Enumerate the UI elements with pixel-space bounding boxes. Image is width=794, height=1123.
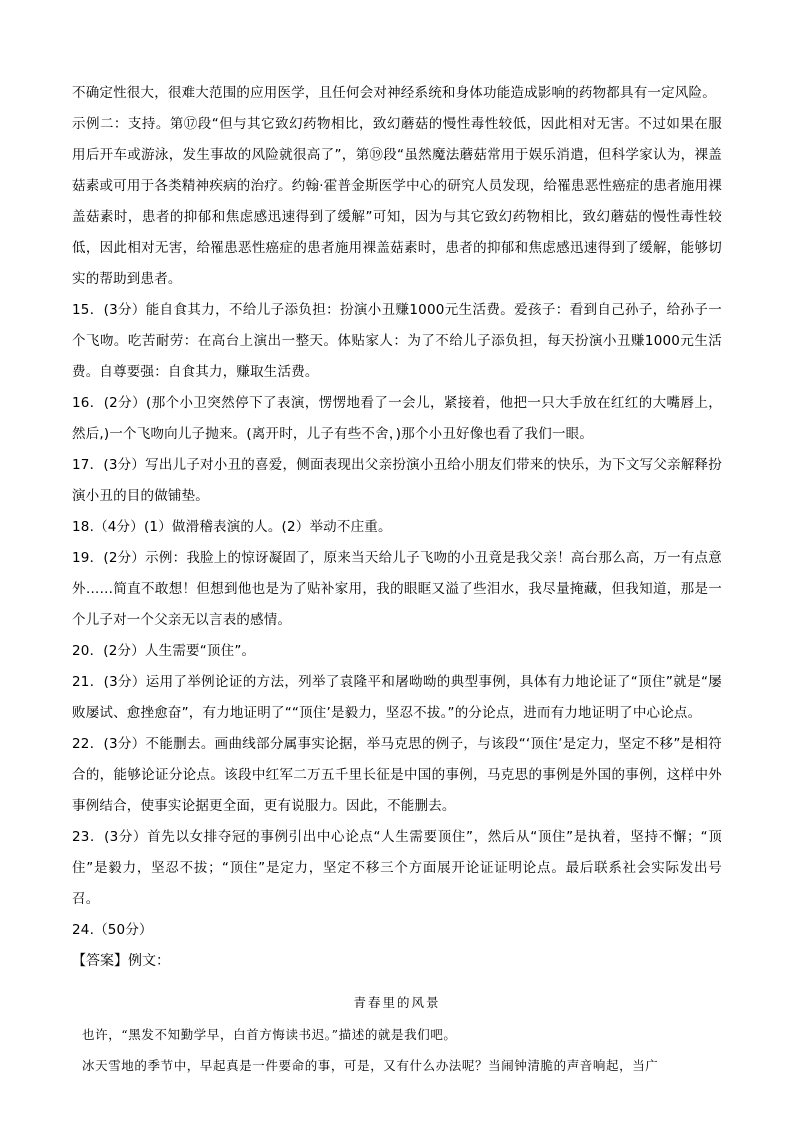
answer-line: 15．(3分）能自食其力，不给儿子添负担：扮演小丑赚1000元生活费。爱孩子：看到自己孙子，给孙子一个飞吻。吃苦耐劳：在高台上演出一整天。体贴家人：为了不给儿子添负担，每天扮演小丑赚1000元生活费。自尊要强：自食其力，赚取生活费。 — [72, 302, 722, 380]
essay-paragraph: 也许，“黑发不知勤学早，白首方悔读书迟。”描述的就是我们吧。 — [82, 1027, 457, 1042]
answer-line: 19．(2分）示例：我脸上的惊讶凝固了，原来当天给儿子飞吻的小丑竟是我父亲！高台那么高，万一有点意外……简直不敢想！但想到他也是为了贴补家用，我的眼眶又溢了些泪水，我尽量掩藏，但我知道，那是一个儿子对一个父亲无以言表的感情。 — [72, 550, 722, 628]
answer-line: 18.（4分）(1）做滑稽表演的人。(2）举动不庄重。 — [72, 519, 392, 535]
answer-line: 16．(2分）(那个小卫突然停下了表演，愣愣地看了一会儿，紧接着，他把一只大手放在红红的大嘴唇上，然后,)一个飞吻向儿子抛来。(离开时，儿子有些不舍，)那个小丑好像也看了我们一眼。 — [72, 395, 722, 442]
answer-line: 示例二：支持。第⑰段“但与其它致幻药物相比，致幻蘑菇的慢性毒性较低，因此相对无害。不过如果在服用后开车或游泳，发生事故的风险就很高了”，第⑲段“虽然魔法蘑菇常用于娱乐消遣，但科学家认为，裸盖菇素或可用于各类精神疾病的治疗。约翰·霍普金斯医学中心的研究人员发现，给罹患恶性癌症的患者施用裸盖菇素时，患者的抑郁和焦虑感迅速得到了缓解”可知，因为与其它致幻药物相比，致幻蘑菇的慢性毒性较低，因此相对无害，给罹患恶性癌症的患者施用裸盖菇素时，患者的抑郁和焦虑感迅速得到了缓解，能够切实的帮助到患者。 — [72, 116, 722, 287]
answer-line: 21．(3分）运用了举例论证的方法，列举了袁隆平和屠呦呦的典型事例，具体有力地论证了“顶住”就是“屡败屡试、愈挫愈奋”，有力地证明了““顶住’是毅力，坚忍不拔。”的分论点，进而有力地证明了中心论点。 — [72, 674, 722, 721]
essay-title: 青春里的风景 — [353, 995, 441, 1010]
answer-content — [72, 78, 722, 1081]
answer-label: 【答案】例文： — [72, 953, 170, 969]
answer-line: 24.（50分） — [72, 922, 153, 938]
answer-line: 23．(3分）首先以女排夺冠的事例引出中心论点“人生需要顶住”，然后从“顶住”是执着，坚持不懈；“顶住”是毅力，坚忍不拔；“顶住”是定力，坚定不移三个方面展开论证证明论点。最后联系社会实际发出号召。 — [72, 829, 722, 907]
answer-line: 17．(3分）写出儿子对小丑的喜爱，侧面表现出父亲扮演小丑给小朋友们带来的快乐，为下文写父亲解释扮演小丑的目的做铺垫。 — [72, 457, 722, 504]
answer-line: 22．(3分）不能删去。画曲线部分属事实论据，举马克思的例子，与该段“‘顶住’是定力，坚定不移”是相符合的，能够论证分论点。该段中红军二万五千里长征是中国的事例，马克思的事例是外国的事例，这样中外事例结合，使事实论据更全面，更有说服力。因此，不能删去。 — [72, 736, 722, 814]
answer-line: 20．(2分）人生需要“顶住”。 — [72, 643, 256, 659]
essay-paragraph: 冰天雪地的季节中，早起真是一件要命的事，可是，又有什么办法呢？当闹钟清脆的声音响起，当广 — [82, 1058, 659, 1073]
answer-line: 不确定性很大，很难大范围的应用医学，且任何会对神经系统和身体功能造成影响的药物都具有一定风险。 — [72, 85, 716, 101]
